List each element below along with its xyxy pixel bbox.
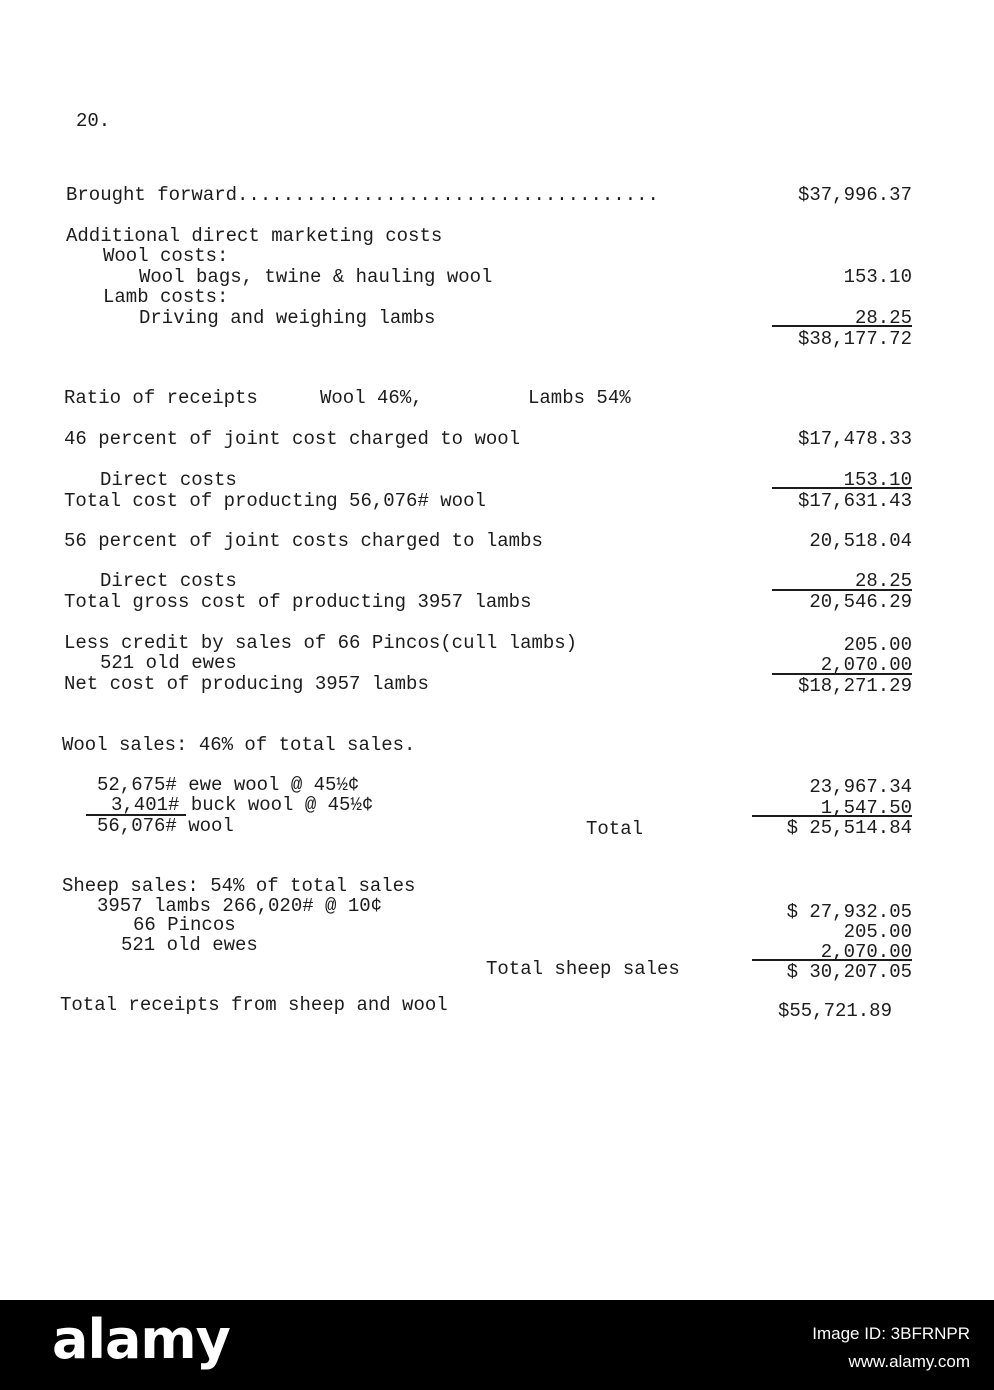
- sheep-ewes-line: 521 old ewes: [121, 934, 258, 956]
- sheep-lambs-value: $ 27,932.05: [786, 901, 912, 923]
- net-cost-value: $18,271.29: [797, 675, 912, 697]
- brought-forward-value: $37,996.37: [797, 184, 912, 206]
- wool-total-caption: Total: [586, 818, 644, 840]
- watermark-footer: [0, 1300, 994, 1390]
- wool-sales-heading: Wool sales: 46% of total sales.: [62, 734, 416, 756]
- lamb-costs-value: 28.25: [854, 307, 912, 329]
- net-cost-label: Net cost of producing 3957 lambs: [64, 673, 429, 695]
- sheep-pincos-line: 66 Pincos: [133, 914, 236, 936]
- sheep-sales-heading: Sheep sales: 54% of total sales: [62, 875, 416, 897]
- brought-forward-label: Brought forward.....................................: [66, 184, 659, 206]
- receipts-label: Total receipts from sheep and wool: [60, 994, 448, 1016]
- wool-total-value: $17,631.43: [797, 490, 912, 512]
- lamb-joint-cost-line: 56 percent of joint costs charged to lambs: [64, 530, 543, 552]
- ratio-wool: Wool 46%,: [320, 387, 423, 409]
- wool-cost-rule: [772, 487, 912, 489]
- lamb-gross-label: Total gross cost of producting 3957 lambs: [64, 591, 532, 613]
- ewe-wool-value: 23,967.34: [809, 776, 912, 798]
- sheep-total-caption: Total sheep sales: [486, 958, 680, 980]
- wool-lbs-total: 56,076# wool: [97, 815, 234, 837]
- lamb-joint-cost-value: 20,518.04: [809, 530, 912, 552]
- additional-total: $38,177.72: [797, 328, 912, 350]
- ewe-wool-line: 52,675# ewe wool @ 45½¢: [97, 774, 360, 796]
- sheep-pincos-value: 205.00: [843, 921, 912, 943]
- wool-costs-value: 153.10: [843, 266, 912, 288]
- ratio-label: Ratio of receipts: [64, 387, 258, 409]
- credit-ewes-value: 2,070.00: [820, 654, 912, 676]
- wool-direct-value: 153.10: [843, 469, 912, 491]
- sheep-lambs-line: 3957 lambs 266,020# @ 10¢: [97, 895, 383, 917]
- ratio-lambs: Lambs 54%: [528, 387, 631, 409]
- lamb-gross-value: 20,546.29: [809, 591, 912, 613]
- buck-wool-value: 1,547.50: [820, 797, 912, 819]
- sheep-sales-total-value: $ 30,207.05: [786, 961, 912, 983]
- wool-costs-label: Wool costs:: [103, 245, 229, 267]
- image-id: Image ID: 3BFRNPR: [812, 1324, 970, 1343]
- alamy-logo: alamy: [52, 1308, 230, 1371]
- lamb-costs-item: Driving and weighing lambs: [139, 307, 436, 329]
- wool-direct-label: Direct costs: [100, 469, 237, 491]
- lamb-direct-value: 28.25: [854, 570, 912, 592]
- wool-sales-total-value: $ 25,514.84: [786, 817, 912, 839]
- subtotal-rule: [772, 325, 912, 327]
- lamb-direct-label: Direct costs: [100, 570, 237, 592]
- wool-joint-cost-value: $17,478.33: [797, 428, 912, 450]
- lamb-costs-label: Lamb costs:: [103, 286, 229, 308]
- wool-costs-item: Wool bags, twine & hauling wool: [139, 266, 493, 288]
- buck-wool-line: 3,401# buck wool @ 45½¢: [111, 794, 374, 816]
- additional-heading: Additional direct marketing costs: [66, 225, 443, 247]
- receipts-value: $55,721.89: [777, 1000, 892, 1022]
- page-number: 20.: [76, 110, 111, 132]
- credit-pincos-value: 205.00: [843, 634, 912, 656]
- site-url: www.alamy.com: [848, 1352, 970, 1371]
- credit-label: Less credit by sales of 66 Pincos(cull lambs): [64, 632, 578, 654]
- wool-total-label: Total cost of producting 56,076# wool: [64, 490, 486, 512]
- image-reference: [812, 1320, 970, 1376]
- sheep-ewes-value: 2,070.00: [820, 941, 912, 963]
- credit-ewes-label: 521 old ewes: [100, 652, 237, 674]
- wool-joint-cost-line: 46 percent of joint cost charged to wool: [64, 428, 521, 450]
